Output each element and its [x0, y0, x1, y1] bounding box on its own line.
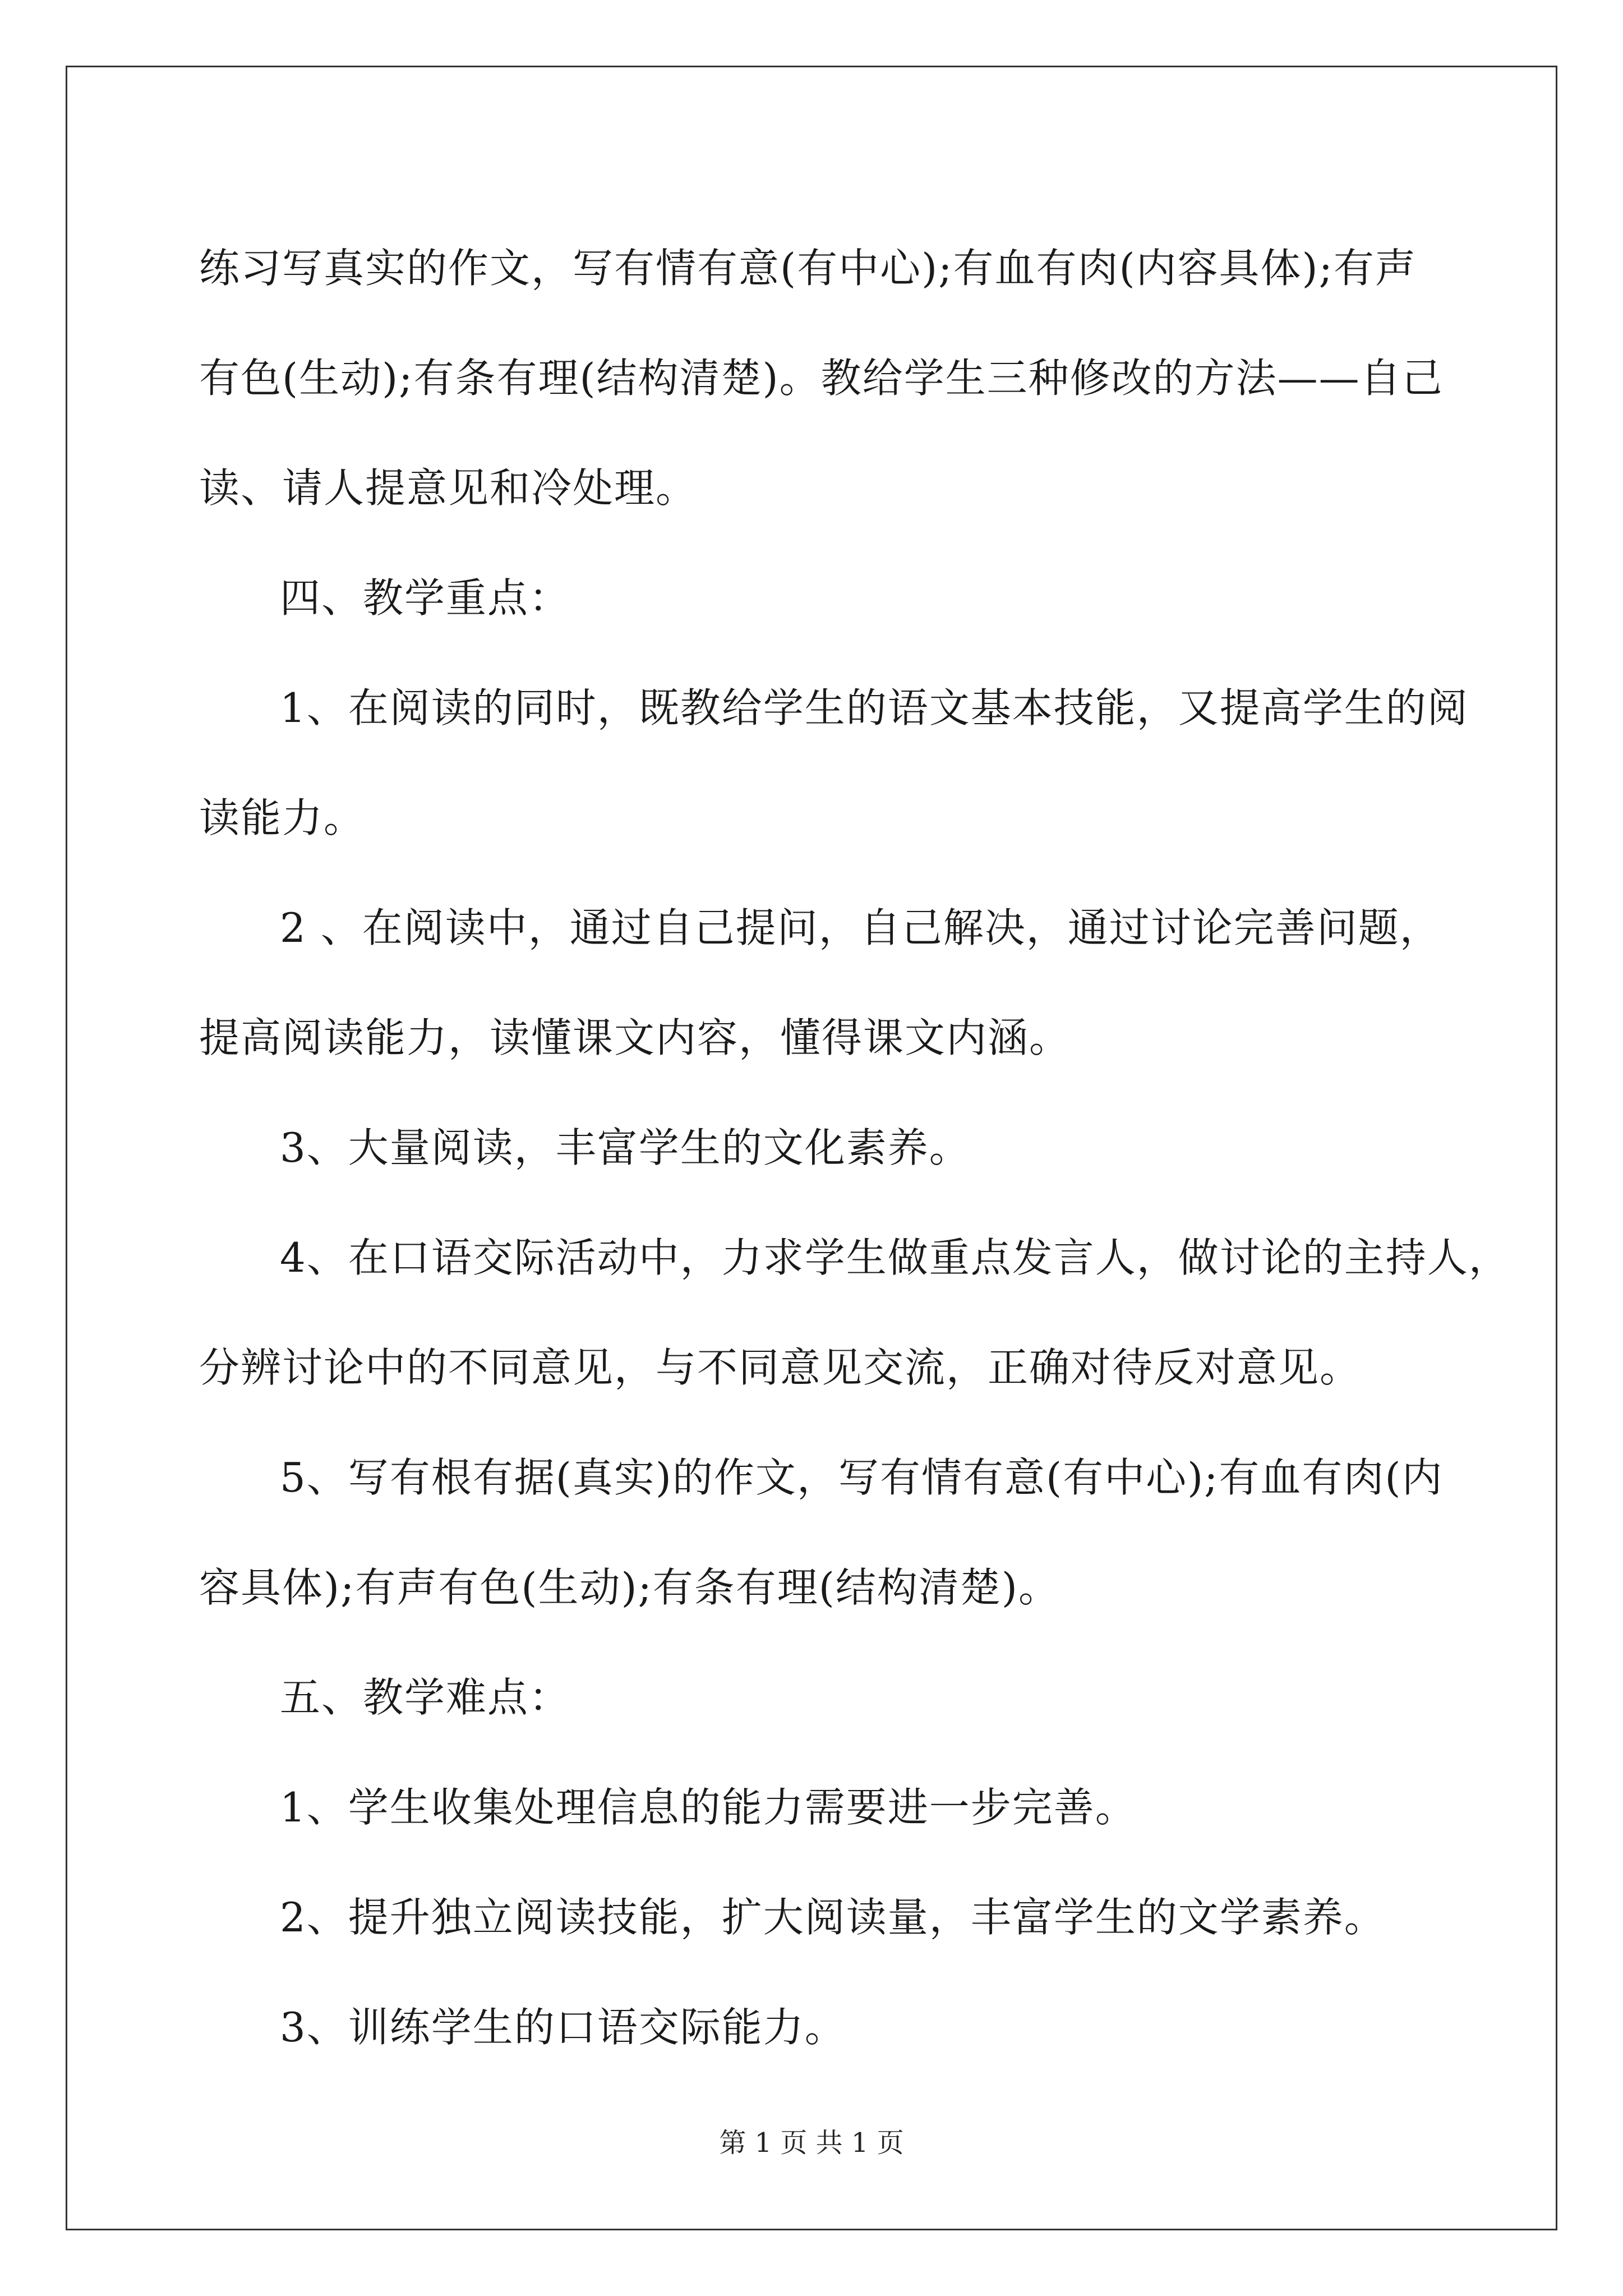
text-line: 有色(生动);有条有理(结构清楚)。教给学生三种修改的方法——自己 — [199, 355, 1444, 402]
text-line: 3、训练学生的口语交际能力。 — [280, 2004, 846, 2051]
text-line: 分辨讨论中的不同意见，与不同意见交流，正确对待反对意见。 — [199, 1344, 1362, 1391]
section-heading-key-points: 四、教学重点： — [280, 574, 571, 622]
text-line: 3、大量阅读，丰富学生的文化素养。 — [280, 1124, 971, 1171]
text-line: 2、提升独立阅读技能，扩大阅读量，丰富学生的文学素养。 — [280, 1894, 1386, 1941]
document-body — [199, 213, 1510, 2082]
text-line: 1、在阅读的同时，既教给学生的语文基本技能，又提高学生的阅 — [280, 684, 1469, 731]
text-line: 5、写有根有据(真实)的作文，写有情有意(有中心);有血有肉(内 — [280, 1454, 1444, 1501]
text-line: 容具体);有声有色(生动);有条有理(结构清楚)。 — [199, 1564, 1060, 1611]
text-line: 提高阅读能力，读懂课文内容，懂得课文内涵。 — [199, 1014, 1071, 1061]
text-line: 1、学生收集处理信息的能力需要进一步完善。 — [280, 1784, 1137, 1831]
text-line: 读、请人提意见和冷处理。 — [199, 464, 698, 512]
text-line: 4、在口语交际活动中，力求学生做重点发言人，做讨论的主持人， — [280, 1234, 1510, 1281]
text-line: 读能力。 — [199, 794, 366, 841]
text-line: 2 、在阅读中，通过自己提问，自己解决，通过讨论完善问题， — [280, 904, 1441, 951]
section-heading-difficulties: 五、教学难点： — [280, 1674, 571, 1721]
text-line: 练习写真实的作文，写有情有意(有中心);有血有肉(内容具体);有声 — [199, 245, 1417, 292]
page-number: 第 1 页 共 1 页 — [719, 2127, 904, 2159]
